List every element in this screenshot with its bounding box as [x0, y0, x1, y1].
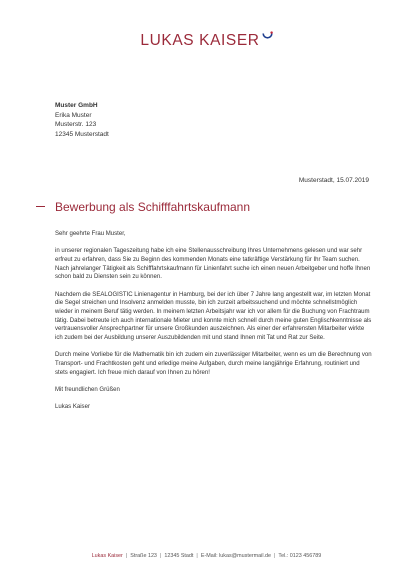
footer-separator: | [274, 553, 276, 559]
paragraph: Nachdem die SEALOGISTIC Linienagentur in Hamburg, bei der ich über 7 Jahre lang angestellt war, im letzten Monat die Segel streichen und Insolvenz anmelden musste, bin ich zurzeit arbeitssuchend und möchte schnellstmöglich wieder in meinem Beruf tätig werden. In meinem letzten Arbeitsjahr war ich vor allem für die Buchung von Frachtraum tätig. Dabei betreute ich auch internationale Mieter und konnte mich schnell durch meine guten Englischkenntnisse als vertrauensvoller Ansprechpartner für unsere Großkunden auszeichnen. Als einer der erfahrensten Mitarbeiter wirkte ich zudem bei der Ausbildung unserer Auszubildenden mit und stand Ihnen mit Tat und Rat zur Seite. [55, 291, 372, 342]
letterhead-name: LUKAS KAISER [140, 32, 260, 49]
signature: Lukas Kaiser [55, 404, 90, 411]
recipient-company: Muster GmbH [55, 102, 98, 109]
recipient-city: 12345 Musterstadt [55, 130, 109, 138]
footer-name: Lukas Kaiser [91, 553, 123, 559]
footer [0, 553, 413, 559]
footer-separator: | [125, 553, 128, 559]
paragraph: in unserer regionalen Tageszeitung habe ich eine Stellenausschreibung Ihres Unternehmens gelesen und war sehr erfreut zu erfahren, dass Sie zu Beginn des kommenden Monats eine tatkräftige Verstärkung für Ihr Team suchen. Nach jahrelanger Tätigkeit als Schifffahrtskaufmann für Linienfahrt suche ich einen neuen Arbeitgeber und hoffe Ihnen schon bald zu Diensten sein zu können. [55, 248, 371, 281]
footer-separator: | [159, 553, 162, 559]
letterhead [0, 31, 413, 51]
recipient-contact: Erika Muster [55, 111, 92, 119]
footer-email: E-Mail: lukas@mustermail.de [200, 553, 272, 559]
closing: Mit freundlichen Grüßen [55, 386, 120, 393]
letter-date: Musterstadt, 15.07.2019 [298, 177, 369, 184]
paragraph: Durch meine Vorliebe für die Mathematik bin ich zudem ein zuverlässiger Mitarbeiter, wenn es um die Berechnung von Transport- und Frachtkosten geht und erledige meine Aufgaben, durch meine langjährige Erfahrung, routiniert und stets engagiert. Ich freue mich darauf von Ihnen zu hören! [55, 352, 372, 376]
letter-body [55, 230, 373, 420]
footer-phone: Tel.: 0123 456789 [278, 553, 322, 559]
footer-separator: | [196, 553, 198, 559]
recipient-street: Musterstr. 123 [55, 121, 97, 129]
salutation: Sehr geehrte Frau Muster, [55, 231, 126, 237]
subject-accent-line [36, 206, 45, 207]
footer-city: 12345 Stadt [164, 553, 194, 559]
footer-street: Straße 123 [130, 553, 157, 559]
logo-arc-icon [262, 29, 273, 47]
subject-line: Bewerbung als Schifffahrtskaufmann [55, 200, 251, 214]
recipient-address [55, 101, 109, 139]
